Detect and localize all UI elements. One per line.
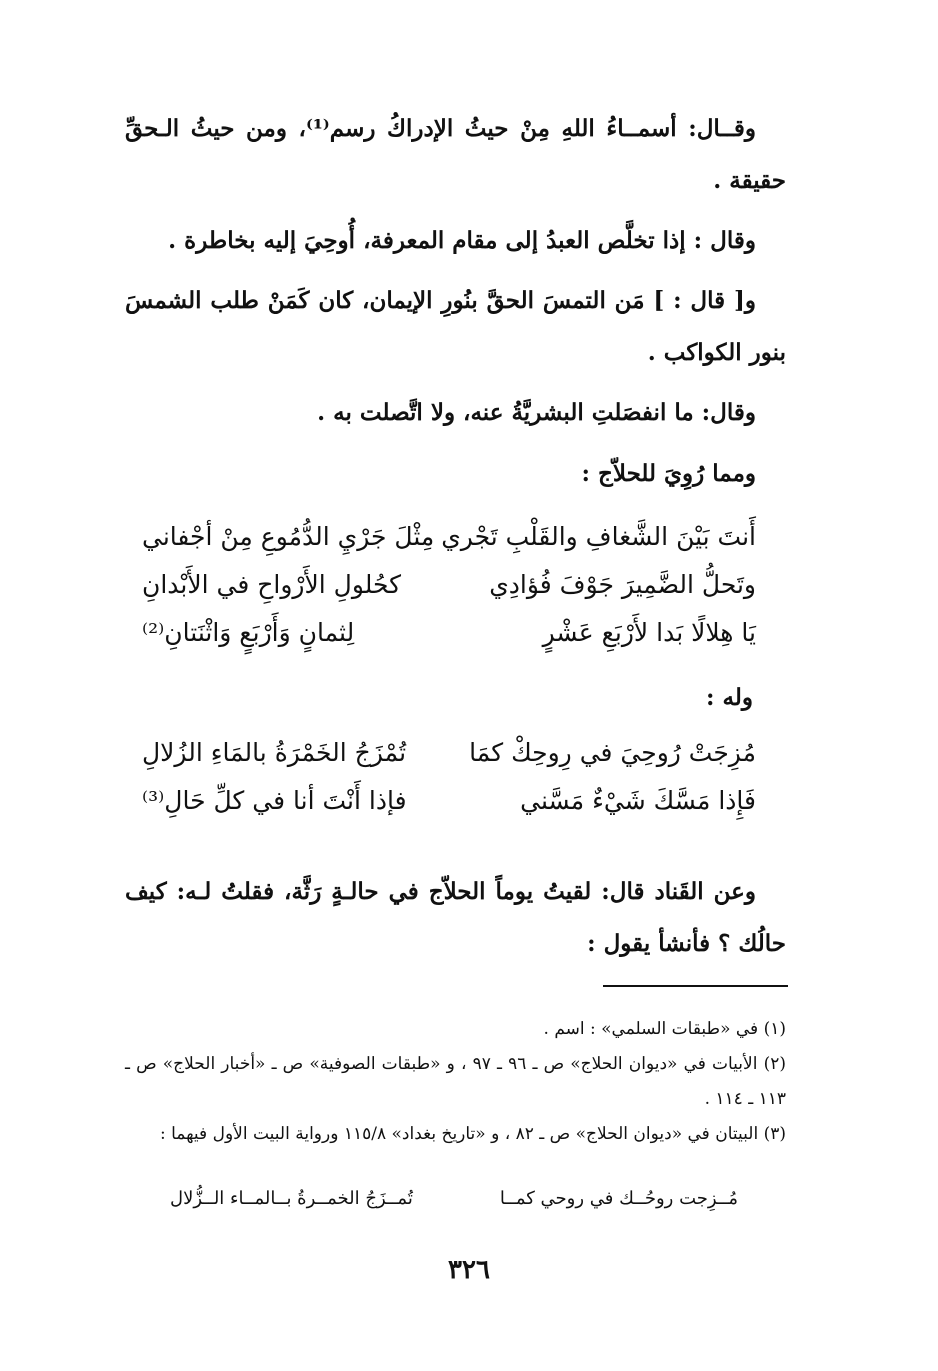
hemistich-first: مُزِجَتْ رُوحِيَ في رِوحِكْ كمَا — [469, 738, 756, 767]
hemistich-first: فَإِذا مَسَّكَ شَيْءٌ مَسَّني — [520, 786, 756, 815]
footnote-2: (٢) الأبيات في «ديوان الحلاج» ص ـ ٩٦ ـ ٩٧ ، و «طبقات الصوفية» ص ـ «أخبار الحلاج» ص ـ ١١٣ ـ ١١٤ . — [125, 1054, 786, 1109]
poem1-line — [142, 618, 788, 662]
footnote-separator — [603, 985, 788, 987]
footnote-3: (٣) البيتان في «ديوان الحلاج» ص ـ ٨٢ ، و «تاريخ بغداد» ١١٥/٨ ورواية البيت الأول فيهما : — [159, 1124, 786, 1144]
footnotes — [125, 1012, 786, 1152]
paragraph-names-of-god: وقــال: أسمــاءُ اللهِ مِنْ حيثُ الإدراكُ رسم⁽¹⁾، ومن حيثُ الـحقِّ حقيقة . — [125, 115, 786, 194]
paragraph-poem-intro: ومما رُوِيَ للحلاّج : — [581, 460, 756, 487]
footnote-verse-second: تُمــزَجُ الخمــرةُ بــالمــاء الــزُّلال — [170, 1188, 413, 1209]
hemistich-second: مِثْلَ جَرْيِ الدُّمُوعِ مِنْ أجْفاني — [142, 522, 435, 551]
hemistich-first: وتَحلُّ الضَّمِيرَ جَوْفَ فُؤادِي — [489, 570, 756, 599]
paragraph-servant-knowledge: وقال : إذا تخلَّص العبدُ إلى مقام المعرفة، أُوحِيَ إليه بخاطرة . — [168, 227, 756, 254]
poem2-intro: وله : — [706, 684, 753, 711]
poem1-line — [142, 570, 788, 614]
poem2-line — [142, 738, 788, 782]
paragraph-qannad: وعن القَناد قال: لقيتُ يوماً الحلاّج في حالـةٍ رَثَّة، فقلتُ لـه: كيف حالُك ؟ فأنشأ يقول : — [125, 878, 786, 957]
page-number: ٣٢٦ — [448, 1255, 490, 1285]
hemistich-first: أَنتَ بَيْنَ الشَّغافِ والقَلْبِ تَجْري — [441, 522, 756, 551]
hemistich-second: كحُلولِ الأَرْواحِ في الأَبْدانِ — [142, 570, 402, 599]
paragraph-light-of-faith: و[ قال : ] مَن التمسَ الحقَّ بنُورِ الإيمان، كان كَمَنْ طلب الشمسَ بنور الكواكب . — [125, 287, 786, 366]
poem1-line — [142, 522, 788, 566]
poem2-line — [142, 786, 788, 830]
hemistich-first: يَا هِلالًا بَدا لأَرْبَعِ عَشْرٍ — [542, 618, 756, 647]
hemistich-second: لِثمانٍ وَأَرْبَعٍ وَاثْنَتانِ⁽²⁾ — [142, 618, 355, 647]
footnote-verse — [170, 1188, 738, 1218]
footnote-verse-first: مُــزِجت روحُــك في روحي كمــا — [499, 1188, 738, 1209]
footnote-1: (١) في «طبقات السلمي» : اسم . — [543, 1019, 786, 1039]
paragraph-humanity: وقال: ما انفصَلتِ البشريَّةُ عنه، ولا اتَّصلت به . — [317, 399, 756, 426]
hemistich-second: فإذا أَنْتَ أنا في كلِّ حَالِ⁽³⁾ — [142, 786, 407, 815]
hemistich-second: تُمْزَجُ الخَمْرَةُ بالمَاءِ الزُلالِ — [142, 738, 407, 767]
